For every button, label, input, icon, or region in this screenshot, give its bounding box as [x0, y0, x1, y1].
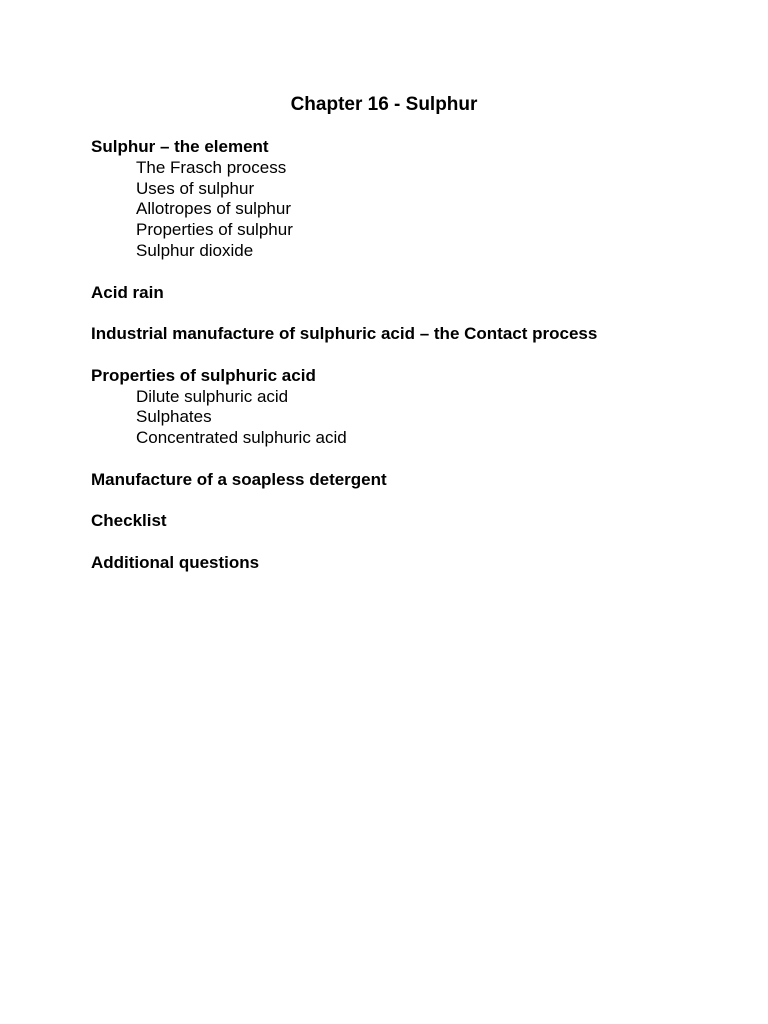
section-additional-questions	[91, 553, 731, 574]
sub-topic-item: Allotropes of sulphur	[136, 199, 291, 219]
section-heading: Properties of sulphuric acid	[91, 365, 316, 385]
section-heading: Sulphur – the element	[91, 137, 269, 156]
section-soapless-detergent	[91, 470, 731, 491]
sub-topic-item: Concentrated sulphuric acid	[136, 428, 347, 448]
section-checklist	[91, 511, 731, 532]
section-contact-process	[91, 324, 731, 345]
sub-topic-item: Sulphates	[136, 407, 212, 427]
section-acid-rain	[91, 283, 731, 304]
section-heading: Industrial manufacture of sulphuric acid – the Contact process	[91, 324, 598, 344]
section-heading: Manufacture of a soapless detergent	[91, 469, 387, 489]
sub-topic-list	[91, 387, 731, 449]
section-heading: Additional questions	[91, 552, 260, 572]
sub-topic-item: Dilute sulphuric acid	[136, 386, 289, 406]
chapter-title: Chapter 16 - Sulphur	[290, 94, 478, 115]
sub-topic-item: Uses of sulphur	[136, 178, 255, 198]
section-heading: Checklist	[91, 511, 167, 531]
section-sulphur-the-element	[91, 137, 731, 262]
section-heading: Acid rain	[91, 282, 164, 302]
sub-topic-item: Sulphur dioxide	[136, 240, 254, 260]
sub-topic-list	[91, 158, 731, 262]
contents-list	[91, 137, 731, 595]
section-properties-of-sulphuric-acid	[91, 366, 731, 449]
sub-topic-item: Properties of sulphur	[136, 220, 293, 240]
sub-topic-item: The Frasch process	[136, 157, 287, 177]
